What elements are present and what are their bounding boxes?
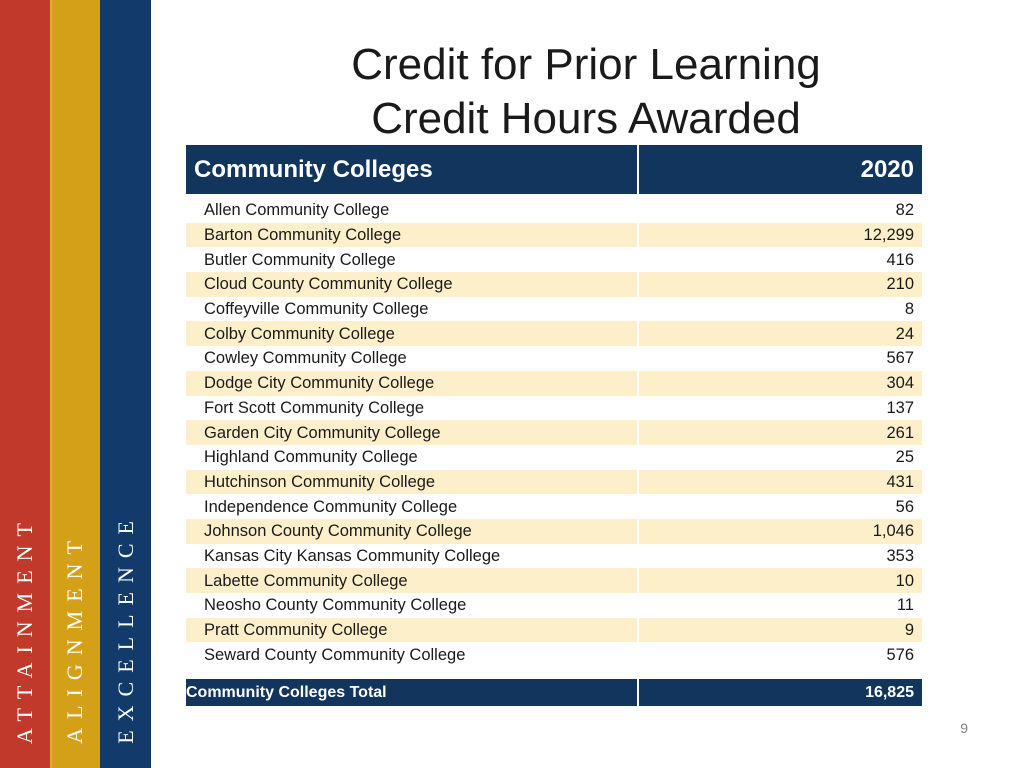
college-name: Dodge City Community College	[186, 371, 638, 396]
table-header-row	[186, 145, 922, 194]
header-year: 2020	[638, 145, 922, 194]
college-name: Neosho County Community College	[204, 596, 467, 615]
credit-hours-value: 56	[638, 494, 922, 519]
navy-stripe	[100, 0, 151, 768]
college-name: Cloud County Community College	[186, 272, 638, 297]
total-label: Community Colleges Total	[186, 679, 638, 706]
table-row	[186, 494, 922, 519]
table-row	[186, 371, 922, 396]
college-name: Colby Community College	[186, 321, 638, 346]
red-stripe	[0, 0, 50, 768]
table-row	[186, 470, 922, 495]
table-row	[186, 223, 922, 248]
credit-hours-value: 10	[638, 568, 922, 593]
credit-hours-value: 1,046	[638, 519, 922, 544]
attainment-word: ATTAINMENT	[12, 514, 37, 744]
college-name: Johnson County Community College	[186, 519, 638, 544]
college-name: Barton Community College	[186, 223, 638, 248]
credit-hours-value: 8	[638, 297, 922, 322]
credit-hours-value: 416	[638, 247, 922, 272]
credit-hours-value: 431	[638, 470, 922, 495]
credit-hours-value: 11	[638, 593, 922, 618]
table-row	[186, 544, 922, 569]
college-name: Kansas City Kansas Community College	[204, 546, 501, 565]
table-row	[186, 321, 922, 346]
table-row	[186, 618, 922, 643]
college-name: Fort Scott Community College	[204, 398, 425, 417]
credit-hours-table	[186, 145, 922, 706]
credit-hours-value: 24	[638, 321, 922, 346]
credit-hours-value: 576	[638, 642, 922, 667]
credit-hours-value: 567	[638, 346, 922, 371]
table-row	[186, 445, 922, 470]
page-number: 9	[960, 720, 968, 736]
credit-hours-value: 25	[638, 445, 922, 470]
table-row	[186, 642, 922, 667]
table-row	[186, 568, 922, 593]
table-row	[186, 194, 922, 223]
credit-hours-value: 210	[638, 272, 922, 297]
college-name: Highland Community College	[204, 448, 418, 467]
college-name: Labette Community College	[186, 568, 638, 593]
table-row	[186, 346, 922, 371]
table-row	[186, 396, 922, 421]
credit-hours-value: 261	[638, 420, 922, 445]
college-name: Pratt Community College	[186, 618, 638, 643]
credit-hours-value: 353	[638, 544, 922, 569]
title-line-1: Credit for Prior Learning	[351, 40, 821, 89]
credit-hours-value: 304	[638, 371, 922, 396]
credit-hours-value: 137	[638, 396, 922, 421]
table-row	[186, 420, 922, 445]
slide-title	[186, 38, 986, 146]
table-row	[186, 593, 922, 618]
college-name: Seward County Community College	[204, 645, 466, 664]
credit-hours-value: 9	[638, 618, 922, 643]
college-name: Allen Community College	[204, 201, 390, 220]
gold-stripe	[50, 0, 100, 768]
total-row	[186, 679, 922, 706]
college-name: Garden City Community College	[186, 420, 638, 445]
header-colleges: Community Colleges	[186, 145, 638, 194]
table-row	[186, 297, 922, 322]
total-value: 16,825	[638, 679, 922, 706]
table-row	[186, 247, 922, 272]
table-row	[186, 272, 922, 297]
credit-hours-value: 12,299	[638, 223, 922, 248]
college-name: Coffeyville Community College	[204, 300, 429, 319]
alignment-word: ALIGNMENT	[62, 532, 87, 744]
college-name: Cowley Community College	[204, 349, 407, 368]
college-name: Butler Community College	[204, 250, 396, 269]
excellence-word: EXCELLENCE	[112, 512, 138, 744]
title-line-2: Credit Hours Awarded	[371, 94, 801, 143]
table-row	[186, 519, 922, 544]
college-name: Hutchinson Community College	[186, 470, 638, 495]
college-name: Independence Community College	[204, 497, 458, 516]
credit-hours-value: 82	[638, 194, 922, 223]
